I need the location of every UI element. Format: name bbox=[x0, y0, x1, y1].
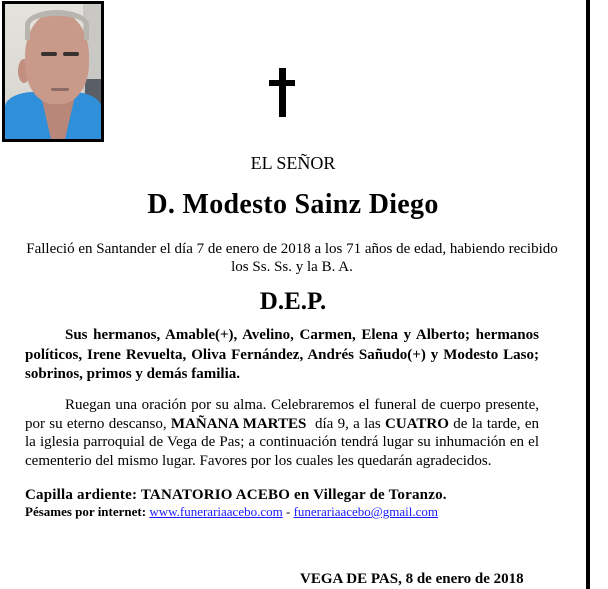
ceremony-text-1: Ruegan una oración por su alma. Celebraremos el funeral de cuerpo presente, por su eterno descanso, bbox=[25, 397, 539, 432]
photo-mouth bbox=[51, 88, 69, 91]
photo-brow-left bbox=[41, 52, 57, 56]
family-paragraph bbox=[25, 326, 539, 385]
ceremony-text-3: de la tarde, en la iglesia parroquial de Vega de Pas; a continuación tendrá lugar su inhumación en el cementerio del mismo lugar. Favores por los cuales les quedarán agradecidos. bbox=[25, 415, 539, 469]
condolences-label: Pésames por internet: bbox=[25, 504, 147, 519]
photo-brow-right bbox=[63, 52, 79, 56]
deceased-photo bbox=[2, 1, 104, 142]
family-text: Sus hermanos, Amable(+), Avelino, Carmen, Elena y Alberto; hermanos políticos, Irene Revuelta, Oliva Fernández, Andrés Sañudo(+) y Modesto Laso; sobrinos, primos y demás familia. bbox=[25, 327, 539, 382]
right-border-bar bbox=[586, 0, 590, 589]
ceremony-text-2: día 9, a las bbox=[306, 415, 386, 432]
photo-hair bbox=[25, 10, 89, 40]
cross-horizontal-beam bbox=[269, 80, 295, 86]
latin-cross-icon bbox=[268, 68, 296, 118]
email-link[interactable]: funerariaacebo@gmail.com bbox=[293, 504, 439, 519]
link-separator: - bbox=[282, 504, 294, 519]
website-link[interactable]: www.funerariaacebo.com bbox=[149, 504, 283, 519]
place-date-signoff: VEGA DE PAS, 8 de enero de 2018 bbox=[300, 571, 524, 587]
ceremony-paragraph bbox=[25, 396, 539, 470]
deceased-name: D. Modesto Sainz Diego bbox=[147, 189, 439, 220]
death-notice: Falleció en Santander el día 7 de enero de 2018 a los 71 años de edad, habiendo recibido los Ss. Ss. y la B. A. bbox=[26, 241, 558, 275]
ceremony-time: CUATRO bbox=[385, 415, 449, 432]
condolences-line bbox=[25, 504, 438, 520]
dep-heading: D.E.P. bbox=[259, 288, 327, 315]
ceremony-day: MAÑANA MARTES bbox=[170, 415, 307, 432]
cross-vertical-beam bbox=[279, 68, 286, 117]
title-prefix: EL SEÑOR bbox=[250, 153, 336, 173]
chapel-info: Capilla ardiente: TANATORIO ACEBO en Villegar de Toranzo. bbox=[25, 487, 447, 503]
